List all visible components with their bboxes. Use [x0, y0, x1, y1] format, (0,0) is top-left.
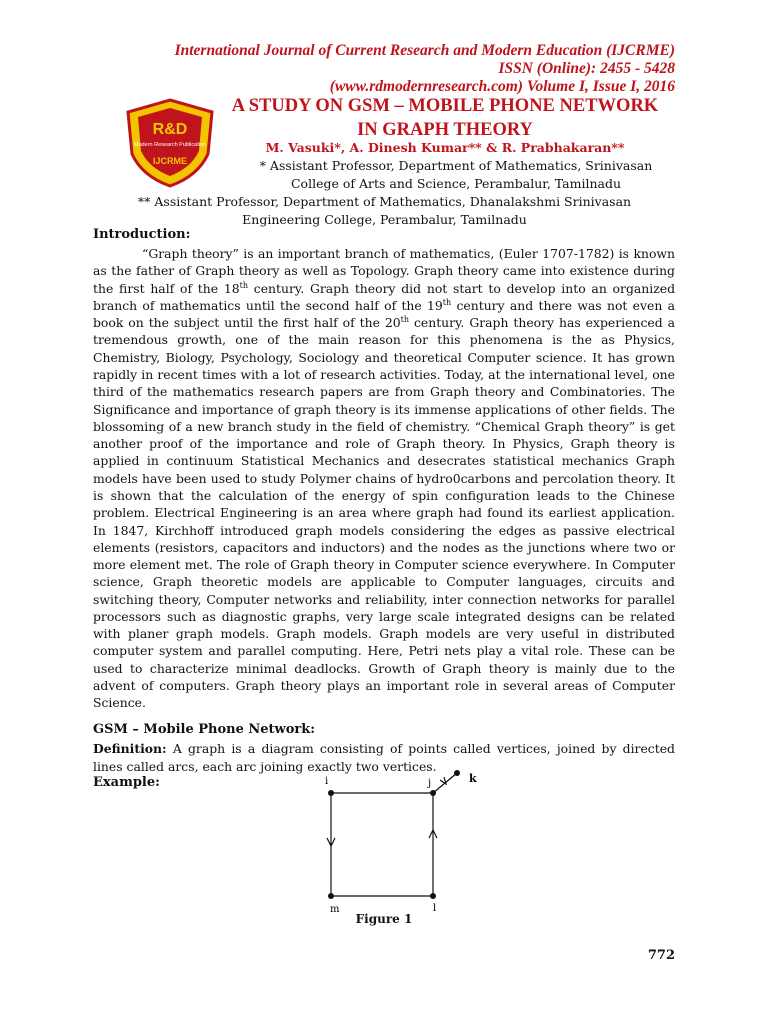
paper-authors: M. Vasuki*, A. Dinesh Kumar** & R. Prabhakaran**: [265, 140, 625, 155]
journal-header: [175, 42, 675, 96]
vertex-l: [430, 893, 436, 899]
journal-logo: [120, 96, 220, 188]
journal-volume: (www.rdmodernresearch.com) Volume I, Issue I, 2016: [329, 78, 675, 95]
label-k: k: [469, 772, 477, 785]
affiliation-1-line-2: College of Arts and Science, Perambalur, Tamilnadu: [290, 176, 622, 191]
affiliation-1-line-1: * Assistant Professor, Department of Mathematics, Srinivasan: [259, 158, 653, 173]
logo-text-ijcrme: IJCRME: [152, 156, 188, 166]
journal-issn: ISSN (Online): 2455 - 5428: [498, 60, 675, 77]
logo-text-rd: R&D: [152, 121, 188, 138]
page-number: 772: [647, 948, 675, 963]
vertex-i: [328, 790, 334, 796]
logo-text-publisher: Modern Research Publication: [133, 142, 207, 148]
vertex-j: [430, 790, 436, 796]
affiliation-2: [93, 193, 676, 229]
label-j: j: [428, 778, 432, 789]
gsm-heading: GSM – Mobile Phone Network:: [93, 722, 316, 737]
journal-name: International Journal of Current Research and Modern Education (IJCRME): [174, 42, 675, 59]
figure-1-graph: [300, 760, 500, 920]
label-m: m: [330, 904, 340, 915]
example-label: Example:: [93, 775, 160, 790]
title-line-2: IN GRAPH THEORY: [357, 120, 533, 140]
vertex-k: [454, 770, 460, 776]
affiliation-1: [236, 157, 676, 193]
intro-paragraph: “Graph theory” is an important branch of mathematics, (Euler 1707-1782) is known as the father of Graph theory as well as Topology. Graph theory came into existence during the first half of the 18th century. Graph theory did not start to develop into an organized branch of mathematics until the second half of the 19th century and there was not even a book on the subject until the first half of the 20th century. Graph theory has experienced a tremendous growth, one of the main reason for this phenomena is the as Physics, Chemistry, Biology, Psychology, Sociology and theoretical Computer science. It has grown rapidly in recent times with a lot of research activities. Today, at the international level, one third of the mathematics research papers are from Graph theory and Combinatories. The Significance and importance of graph theory is its immense applications of other fields. The blossoming of a new branch study in the field of chemistry. “Chemical Graph theory” is get another proof of the importance and role of Graph theory. In Physics, Graph theory is applied in continuum Statistical Mechanics and desecrates statistical mechanics Graph models have been used to study Polymer chains of hydro0carbons and percolation theory. It is shown that the calculation of the energy of spin configuration leads to the Chinese problem. Electrical Engineering is an area where graph had found its earliest application. In 1847, Kirchhoff introduced graph models considering the edges as passive electrical elements (resistors, capacitors and inductors) and the nodes as the junctions where two or more element met. The role of Graph theory in Computer science everywhere. In Computer science, Graph theoretic models are applicable to Computer languages, circuits and switching theory, Computer networks and reliability, inter connection networks for parallel processors such as diagnostic graphs, very large scale integrated designs can be related with planer graph models. Graph models. Graph models are very useful in distributed computer system and parallel computing. Here, Petri nets play a vital role. These can be used to characterize minimal deadlocks. Growth of Graph theory is mainly due to the advent of computers. Graph theory plays an important role in several areas of Computer Science.: [93, 246, 675, 711]
figure-caption: Figure 1: [355, 912, 413, 926]
intro-heading: Introduction:: [93, 227, 191, 242]
affiliation-2-line-2: Engineering College, Perambalur, Tamilnadu: [242, 212, 527, 227]
label-i: i: [325, 776, 329, 787]
definition-text: A graph is a diagram consisting of points called vertices, joined by directed lines called arcs, each arc joining exactly two vertices.: [93, 741, 675, 774]
label-l: l: [433, 903, 437, 914]
vertex-m: [328, 893, 334, 899]
paper-title: [222, 94, 668, 142]
affiliation-2-line-1: ** Assistant Professor, Department of Mathematics, Dhanalakshmi Srinivasan: [137, 194, 632, 209]
title-line-1: A STUDY ON GSM – MOBILE PHONE NETWORK: [231, 96, 659, 116]
arrow-jk-icon: [440, 777, 446, 784]
definition-label: Definition:: [93, 741, 167, 756]
